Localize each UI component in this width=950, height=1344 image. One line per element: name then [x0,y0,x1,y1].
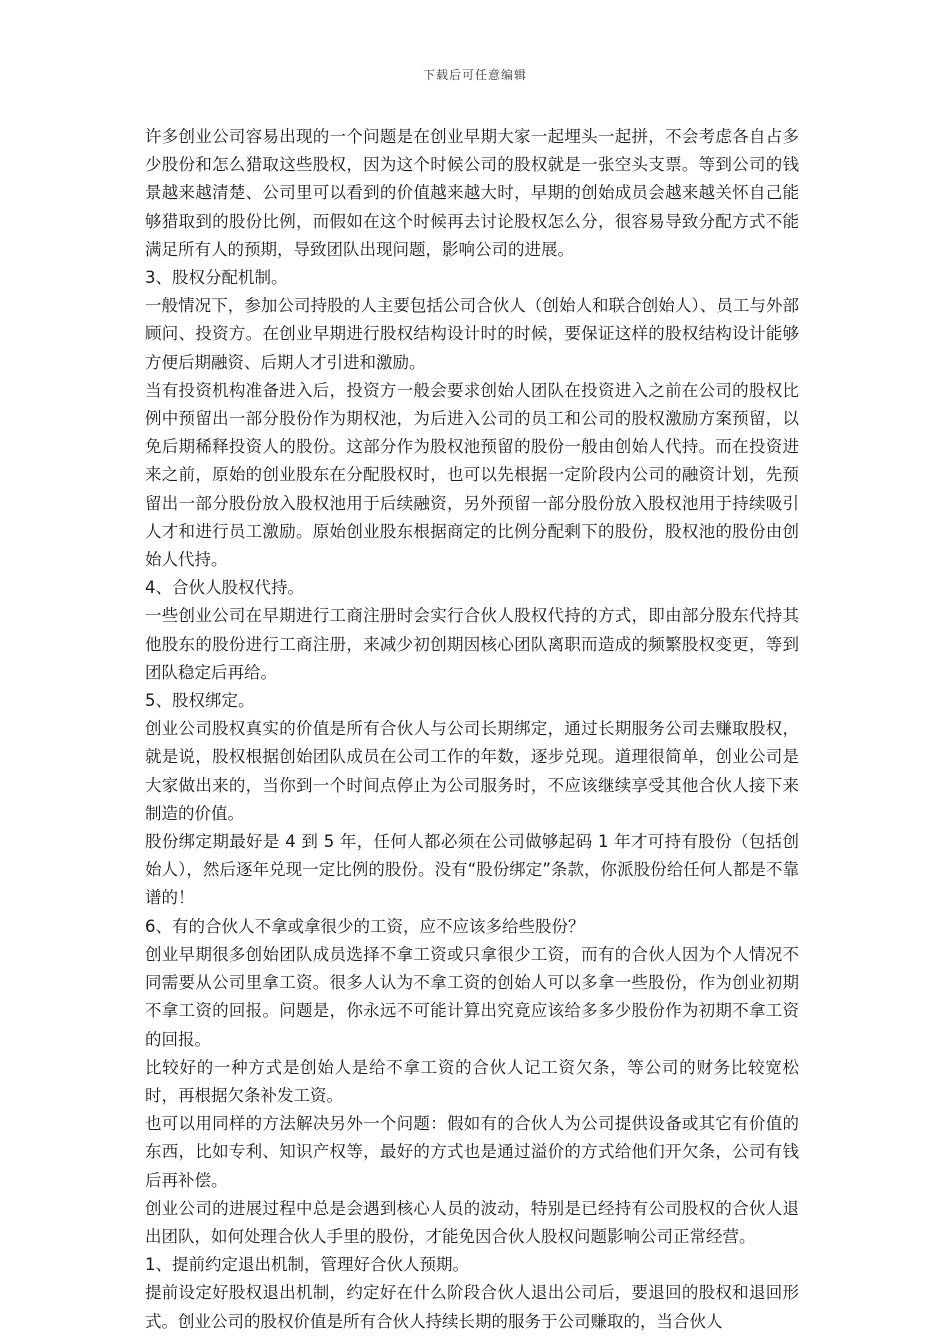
paragraph: 比较好的一种方式是创始人是给不拿工资的合伙人记工资欠条，等公司的财务比较宽松时，再根据欠条补发工资。 [145,1057,799,1105]
paragraph: 创业早期很多创始团队成员选择不拿工资或只拿很少工资，而有的合伙人因为个人情况不同需要从公司里拿工资。很多人认为不拿工资的创始人可以多拿一些股份，作为创业初期不拿工资的回报。问题是，你永远不可能计算出究竟应该给多多少股份作为初期不拿工资的回报。 [145,944,799,1049]
page-header: 下载后可任意编辑 [422,68,527,82]
paragraph: 创业公司的进展过程中总是会遇到核心人员的波动，特别是已经持有公司股权的合伙人退出团队，如何处理合伙人手里的股份，才能免因合伙人股权问题影响公司正常经营。 [145,1198,799,1246]
paragraph: 股份绑定期最好是 4 到 5 年，任何人都必须在公司做够起码 1 年才可持有股份（包括创始人），然后逐年兑现一定比例的股份。没有“股份绑定”条款，你派股份给任何人都是不靠谱的！ [145,832,799,908]
section-heading: 5、股权绑定。 [145,691,255,711]
paragraph: 也可以用同样的方法解决另外一个问题：假如有的合伙人为公司提供设备或其它有价值的东西，比如专利、知识产权等，最好的方式也是通过溢价的方式给他们开欠条，公司有钱后再补偿。 [145,1114,799,1190]
section-heading: 4、合伙人股权代持。 [145,578,304,598]
paragraph: 许多创业公司容易出现的一个问题是在创业早期大家一起埋头一起拼，不会考虑各自占多少股份和怎么猎取这些股权，因为这个时候公司的股权就是一张空头支票。等到公司的钱景越来越清楚、公司里可以看到的价值越来越大时，早期的创始成员会越来越关怀自己能够猎取到的股份比例，而假如在这个时候再去讨论股权怎么分，很容易导致分配方式不能满足所有人的预期，导致团队出现问题，影响公司的进展。 [145,127,799,259]
paragraph: 创业公司股权真实的价值是所有合伙人与公司长期绑定，通过长期服务公司去赚取股权，就是说，股权根据创始团队成员在公司工作的年数，逐步兑现。道理很简单，创业公司是大家做出来的，当你到一个时间点停止为公司服务时，不应该继续享受其他合伙人接下来制造的价值。 [145,719,799,823]
paragraph: 提前设定好股权退出机制，约定好在什么阶段合伙人退出公司后，要退回的股权和退回形式。创业公司的股权价值是所有合伙人持续长期的服务于公司赚取的，当合伙人 [145,1283,799,1331]
document-body [145,123,799,1336]
section-heading: 1、提前约定退出机制，管理好合伙人预期。 [145,1255,469,1275]
section-heading: 6、有的合伙人不拿或拿很少的工资，应不应该多给些股份？ [145,916,585,936]
paragraph: 一般情况下，参加公司持股的人主要包括公司合伙人（创始人和联合创始人）、员工与外部顾问、投资方。在创业早期进行股权结构设计时的时候，要保证这样的股权结构设计能够方便后期融资、后期人才引进和激励。 [145,296,799,372]
paragraph: 当有投资机构准备进入后，投资方一般会要求创始人团队在投资进入之前在公司的股权比例中预留出一部分股份作为期权池，为后进入公司的员工和公司的股权激励方案预留，以免后期稀释投资人的股份。这部分作为股权池预留的股份一般由创始人代持。而在投资进来之前，原始的创业股东在分配股权时，也可以先根据一定阶段内公司的融资计划，先预留出一部分股份放入股权池用于后续融资，另外预留一部分股份放入股权池用于持续吸引人才和进行员工激励。原始创业股东根据商定的比例分配剩下的股份，股权池的股份由创始人代持。 [145,380,799,570]
paragraph: 一些创业公司在早期进行工商注册时会实行合伙人股权代持的方式，即由部分股东代持其他股东的股份进行工商注册，来减少初创期因核心团队离职而造成的频繁股权变更，等到团队稳定后再给。 [145,606,799,682]
section-heading: 3、股权分配机制。 [145,268,288,288]
